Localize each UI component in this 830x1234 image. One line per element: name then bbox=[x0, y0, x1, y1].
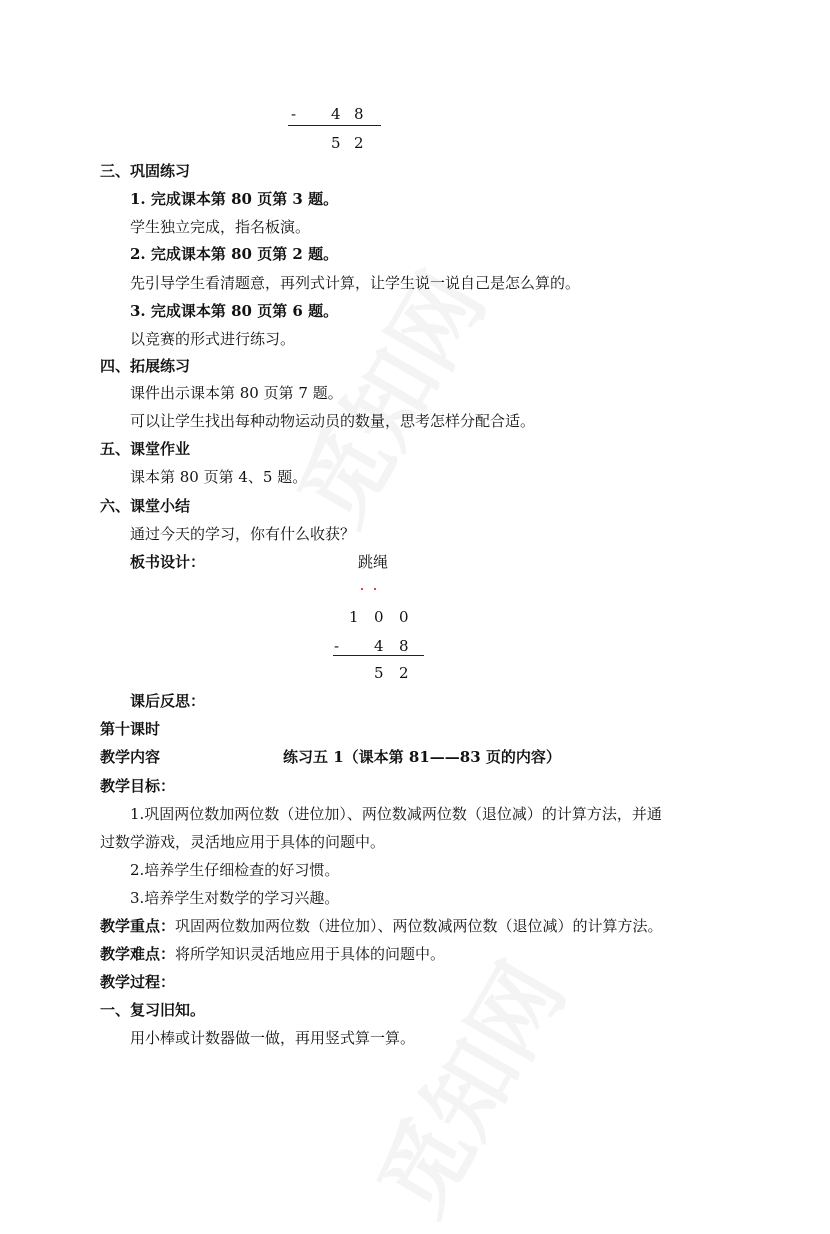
section-heading: 四、拓展练习 bbox=[100, 357, 191, 375]
section-heading: 三、巩固练习 bbox=[100, 162, 191, 180]
key-label: 教学重点： bbox=[100, 917, 176, 935]
item-heading: 3. 完成课本第 80 页第 6 题。 bbox=[130, 302, 339, 320]
digit: 0 bbox=[374, 608, 384, 626]
digit: 2 bbox=[399, 664, 409, 682]
digit: 4 bbox=[331, 105, 341, 123]
reflection-label: 课后反思： bbox=[130, 692, 206, 710]
section-heading: 一、复习旧知。 bbox=[100, 1001, 206, 1019]
process-label: 教学过程： bbox=[100, 973, 176, 991]
watermark bbox=[341, 936, 589, 1234]
item-heading: 1. 完成课本第 80 页第 3 题。 bbox=[130, 190, 339, 208]
goal-item: 2.培养学生仔细检查的好习惯。 bbox=[130, 861, 340, 879]
paragraph: 课件出示课本第 80 页第 7 题。 bbox=[130, 384, 343, 402]
digit: 8 bbox=[399, 637, 409, 655]
paragraph: 通过今天的学习，你有什么收获？ bbox=[130, 525, 356, 543]
digit: 5 bbox=[374, 664, 384, 682]
content-label: 教学内容 bbox=[100, 748, 161, 766]
borrow-dot bbox=[361, 588, 363, 590]
board-label: 板书设计： bbox=[130, 553, 206, 571]
digit: 4 bbox=[374, 637, 384, 655]
goal-item: 1.巩固两位数加两位数（进位加）、两位数减两位数（退位减）的计算方法，并通 bbox=[130, 805, 662, 823]
paragraph: 学生独立完成，指名板演。 bbox=[130, 218, 311, 236]
key-text: 巩固两位数加两位数（进位加）、两位数减两位数（退位减）的计算方法。 bbox=[175, 917, 663, 935]
paragraph: 可以让学生找出每种动物运动员的数量，思考怎样分配合适。 bbox=[130, 412, 536, 430]
difficulty-label: 教学难点： bbox=[100, 945, 176, 963]
board-title: 跳绳 bbox=[358, 553, 389, 571]
section-heading: 六、课堂小结 bbox=[100, 497, 191, 515]
goals-label: 教学目标： bbox=[100, 777, 176, 795]
difficulty bbox=[100, 944, 445, 964]
paragraph: 用小棒或计数器做一做，再用竖式算一算。 bbox=[130, 1029, 416, 1047]
difficulty-text: 将所学知识灵活地应用于具体的问题中。 bbox=[175, 945, 446, 963]
item-heading: 2. 完成课本第 80 页第 2 题。 bbox=[130, 245, 339, 263]
goal-item-cont: 过数学游戏，灵活地应用于具体的问题中。 bbox=[100, 833, 386, 851]
digit: 1 bbox=[349, 608, 359, 626]
calc-rule bbox=[288, 125, 381, 126]
minus-sign: - bbox=[334, 637, 340, 655]
section-heading: 五、课堂作业 bbox=[100, 440, 191, 458]
content-value: 练习五 1（课本第 81——83 页的内容） bbox=[283, 748, 561, 766]
digit: 8 bbox=[354, 105, 364, 123]
lesson-title: 第十课时 bbox=[100, 720, 161, 738]
minus-sign: - bbox=[291, 105, 297, 123]
calc-rule bbox=[333, 655, 424, 656]
digit: 2 bbox=[354, 134, 364, 152]
paragraph: 先引导学生看清题意，再列式计算，让学生说一说自己是怎么算的。 bbox=[130, 274, 581, 292]
paragraph: 以竞赛的形式进行练习。 bbox=[130, 330, 296, 348]
key-point bbox=[100, 916, 663, 936]
digit: 5 bbox=[331, 134, 341, 152]
borrow-dot bbox=[374, 588, 376, 590]
goal-item: 3.培养学生对数学的学习兴趣。 bbox=[130, 889, 340, 907]
digit: 0 bbox=[399, 608, 409, 626]
paragraph: 课本第 80 页第 4、5 题。 bbox=[130, 468, 308, 486]
